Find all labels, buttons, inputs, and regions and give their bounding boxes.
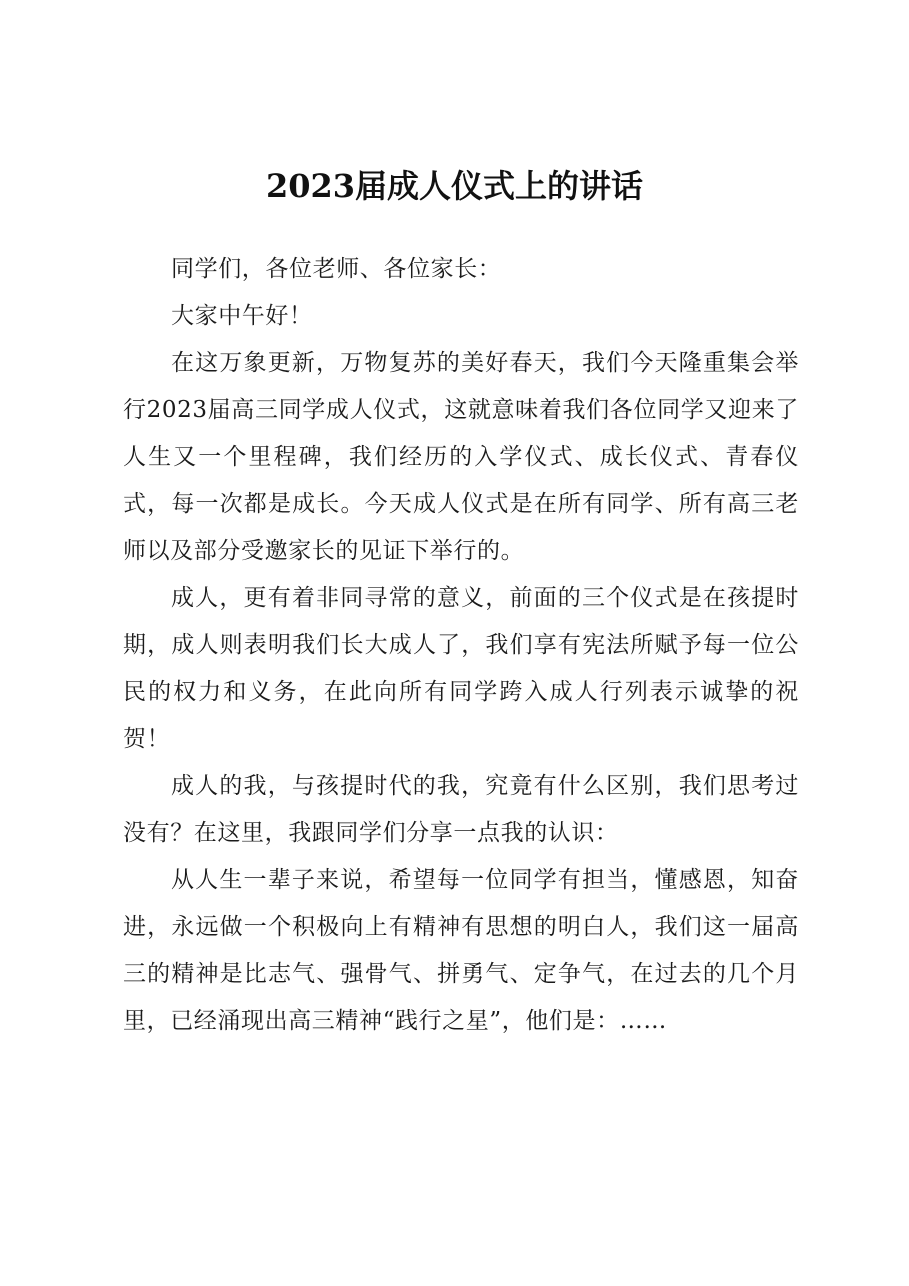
greeting-paragraph: 同学们，各位老师、各位家长： — [171, 256, 502, 282]
salutation-paragraph: 大家中午好！ — [171, 303, 313, 329]
document-body — [123, 246, 799, 1045]
body-paragraph: 成人，更有着非同寻常的意义，前面的三个仪式是在孩提时期，成人则表明我们长大成人了，我们享有宪法所赋予每一位公民的权力和义务，在此向所有同学跨入成人行列表示诚挚的祝贺！ — [123, 585, 799, 752]
document-title: 2023届成人仪式上的讲话 — [265, 167, 644, 205]
body-paragraph: 在这万象更新，万物复苏的美好春天，我们今天隆重集会举行2023届高三同学成人仪式，这就意味着我们各位同学又迎来了人生又一个里程碑，我们经历的入学仪式、成长仪式、青春仪式，每一次都是成长。今天成人仪式是在所有同学、所有高三老师以及部分受邀家长的见证下举行的。 — [123, 350, 799, 564]
body-paragraph: 从人生一辈子来说，希望每一位同学有担当，懂感恩，知奋进，永远做一个积极向上有精神有思想的明白人，我们这一届高三的精神是比志气、强骨气、拼勇气、定争气，在过去的几个月里，已经涌现出高三精神“践行之星”，他们是：…… — [123, 867, 799, 1034]
body-paragraph: 成人的我，与孩提时代的我，究竟有什么区别，我们思考过没有？在这里，我跟同学们分享一点我的认识： — [123, 773, 799, 846]
